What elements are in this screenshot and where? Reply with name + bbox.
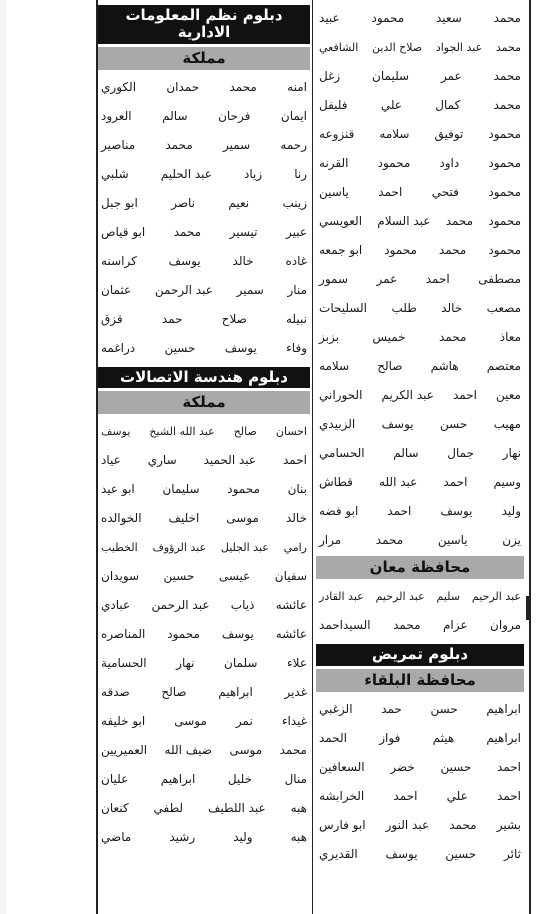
name-part: سليم xyxy=(436,590,461,604)
name-row xyxy=(316,468,524,497)
name-part: محمد xyxy=(449,817,477,832)
name-list xyxy=(98,73,310,363)
name-part: سليمان xyxy=(372,69,410,83)
right-column xyxy=(316,4,524,869)
name-list xyxy=(98,417,310,852)
name-part: السعافين xyxy=(319,759,365,774)
name-part: الخطيب xyxy=(101,541,138,555)
section-header: دبلوم هندسة الاتصالات xyxy=(98,367,310,388)
name-part: فرحان xyxy=(218,108,251,123)
name-part: سويدان xyxy=(101,569,140,584)
name-part: العويسي xyxy=(319,214,363,228)
name-row xyxy=(98,305,310,334)
name-part: ياسين xyxy=(319,185,349,199)
name-part: دراغمه xyxy=(101,340,136,355)
name-part: ابو جمعه xyxy=(319,243,363,257)
name-part: الكوري xyxy=(101,79,137,94)
name-part: توفيق xyxy=(434,127,464,141)
name-part: محمد xyxy=(279,743,307,758)
name-part: صالح xyxy=(161,685,187,700)
name-part: رامي xyxy=(283,541,307,555)
name-part: الزبيدي xyxy=(319,417,356,431)
name-row xyxy=(98,334,310,363)
name-part: عبد السلام xyxy=(377,214,431,228)
name-row xyxy=(98,446,310,475)
name-part: احمد xyxy=(387,504,412,518)
name-part: عزام xyxy=(442,618,468,633)
name-part: بنان xyxy=(287,482,307,497)
name-row xyxy=(98,707,310,736)
name-part: نعيم xyxy=(228,195,250,210)
name-list xyxy=(316,4,524,555)
name-part: جمال xyxy=(447,446,474,460)
name-part: قطاش xyxy=(319,475,353,489)
name-part: احمد xyxy=(497,788,521,803)
name-row xyxy=(98,475,310,504)
name-part: غيداء xyxy=(281,714,307,729)
name-row xyxy=(98,533,310,562)
name-part: ساري xyxy=(147,453,177,468)
name-part: خميس xyxy=(372,330,406,344)
name-part: وفاء xyxy=(286,340,307,355)
name-row xyxy=(316,294,524,323)
name-row xyxy=(98,823,310,852)
name-part: علي xyxy=(380,98,402,112)
name-part: سلامه xyxy=(379,127,410,141)
name-part: غاده xyxy=(285,253,307,268)
name-part: يوسف xyxy=(101,425,131,439)
name-part: كنعان xyxy=(101,801,129,816)
name-part: ابراهيم xyxy=(486,701,521,716)
name-row xyxy=(316,724,524,753)
name-part: محمد xyxy=(229,79,257,94)
column-divider-right xyxy=(529,0,531,914)
section-header: دبلوم نظم المعلومات الادارية xyxy=(98,5,310,44)
name-part: خضر xyxy=(390,759,415,774)
name-part: محمد xyxy=(375,533,404,547)
name-part: عائشه xyxy=(275,598,307,613)
name-part: ضيف الله xyxy=(164,743,212,758)
name-part: حسين xyxy=(163,569,195,584)
name-part: محمود xyxy=(488,243,521,257)
name-part: عبد الرحيم xyxy=(471,590,521,604)
region-header: محافظة البلقاء xyxy=(316,669,524,692)
name-part: رشيد xyxy=(169,830,196,845)
edge-mark xyxy=(526,596,530,620)
name-row xyxy=(316,526,524,555)
name-row xyxy=(98,131,310,160)
name-part: تيسير xyxy=(229,224,258,239)
name-part: هاشم xyxy=(430,359,459,373)
name-row xyxy=(316,410,524,439)
name-part: مرار xyxy=(319,533,342,547)
name-part: عبد الحليم xyxy=(160,166,212,181)
name-row xyxy=(316,236,524,265)
name-part: الحمد xyxy=(319,730,347,745)
name-part: محمد xyxy=(493,98,521,112)
name-part: صالح xyxy=(233,425,257,439)
name-part: عمر xyxy=(376,272,398,286)
name-part: احمد xyxy=(393,788,418,803)
section-header: دبلوم تمريض xyxy=(316,644,524,665)
name-part: محمود xyxy=(488,214,521,228)
name-part: محمد xyxy=(438,243,467,257)
name-part: صدقه xyxy=(101,685,130,700)
name-part: سمور xyxy=(319,272,349,286)
name-part: معاذ xyxy=(499,330,521,344)
name-part: محمد xyxy=(393,618,421,633)
name-part: سلمان xyxy=(224,656,258,671)
name-row xyxy=(316,753,524,782)
name-part: الخوالده xyxy=(101,511,142,526)
name-part: القرنه xyxy=(319,156,349,170)
name-part: احمد xyxy=(283,453,307,468)
name-part: عائشه xyxy=(275,627,307,642)
name-row xyxy=(98,649,310,678)
name-part: احمد xyxy=(497,759,521,774)
name-part: محمد xyxy=(165,137,193,152)
name-row xyxy=(316,33,524,62)
name-part: رحمه xyxy=(280,137,307,152)
name-part: الحسامية xyxy=(101,656,147,671)
name-row xyxy=(316,265,524,294)
name-row xyxy=(316,782,524,811)
name-part: شلبي xyxy=(101,166,129,181)
name-part: ابراهيم xyxy=(218,685,253,700)
name-part: سالم xyxy=(162,108,188,123)
name-part: زياد xyxy=(244,166,263,181)
name-part: يوسف xyxy=(168,253,201,268)
name-part: احمد xyxy=(425,272,450,286)
name-part: علاء xyxy=(287,656,307,671)
name-part: عبادي xyxy=(101,598,131,613)
name-part: وليد xyxy=(501,504,521,518)
name-part: يوسف xyxy=(221,627,254,642)
page-edge xyxy=(0,0,6,914)
name-part: منال xyxy=(284,772,307,787)
name-part: مناصير xyxy=(101,137,136,152)
name-part: حسين xyxy=(445,846,477,861)
name-part: عبد الرحيم xyxy=(375,590,425,604)
name-part: ياسين xyxy=(437,533,468,547)
name-part: نبيله xyxy=(286,311,307,326)
name-part: الحسامي xyxy=(319,446,365,460)
name-part: مصطفى xyxy=(478,272,521,286)
name-row xyxy=(98,678,310,707)
name-part: سلامه xyxy=(319,359,350,373)
name-part: محمد xyxy=(173,224,202,239)
name-row xyxy=(98,591,310,620)
name-part: يوسف xyxy=(440,504,473,518)
name-part: عياد xyxy=(101,453,121,468)
name-part: عبد اللطيف xyxy=(207,801,266,816)
name-part: منار xyxy=(287,282,307,297)
name-part: السليحات xyxy=(319,301,368,315)
name-part: عمر xyxy=(440,69,462,83)
name-part: خالد xyxy=(441,301,463,315)
name-part: احمد xyxy=(443,475,468,489)
name-part: سفيان xyxy=(274,569,307,584)
name-part: هبه xyxy=(290,830,307,845)
name-list xyxy=(316,582,524,640)
name-row xyxy=(98,189,310,218)
name-part: خالد xyxy=(232,253,254,268)
name-row xyxy=(316,207,524,236)
name-part: الحوراني xyxy=(319,388,363,402)
name-part: محمود xyxy=(488,185,521,199)
name-part: المناصره xyxy=(101,627,146,642)
name-row xyxy=(316,695,524,724)
name-row xyxy=(316,62,524,91)
name-part: موسى xyxy=(174,714,207,729)
name-part: فواز xyxy=(379,730,401,745)
name-row xyxy=(98,736,310,765)
region-header: مملكة xyxy=(98,47,310,70)
name-part: رنا xyxy=(294,166,307,181)
name-row xyxy=(316,381,524,410)
name-part: ابراهيم xyxy=(486,730,521,745)
name-part: عبيد xyxy=(319,11,340,25)
name-row xyxy=(98,504,310,533)
name-part: زغل xyxy=(319,69,341,83)
name-part: صالح xyxy=(377,359,403,373)
name-row xyxy=(316,352,524,381)
name-part: حمد xyxy=(381,701,402,716)
name-part: فليفل xyxy=(319,98,348,112)
region-header: محافظة معان xyxy=(316,556,524,579)
name-part: محمود xyxy=(167,627,200,642)
name-row xyxy=(316,497,524,526)
name-part: عبد الله xyxy=(379,475,418,489)
name-part: حسن xyxy=(430,701,458,716)
name-part: فتحي xyxy=(431,185,459,199)
name-part: حمد xyxy=(161,311,183,326)
name-part: ناصر xyxy=(171,195,196,210)
name-part: هيثم xyxy=(432,730,455,745)
region-header: مملكة xyxy=(98,391,310,414)
name-row xyxy=(98,620,310,649)
name-part: محمود xyxy=(488,127,521,141)
name-part: وليد xyxy=(233,830,253,845)
left-column xyxy=(98,4,310,852)
name-part: ابو فضه xyxy=(319,504,359,518)
column-divider-middle xyxy=(312,0,313,914)
name-row xyxy=(98,276,310,305)
name-part: محمود xyxy=(384,243,417,257)
name-part: السيداحمد xyxy=(319,618,371,633)
name-part: عبد الكريم xyxy=(381,388,434,402)
name-row xyxy=(98,765,310,794)
name-part: عبد الحميد xyxy=(203,453,257,468)
name-part: بشير xyxy=(496,817,521,832)
name-row xyxy=(316,611,524,640)
name-part: عبد القادر xyxy=(319,590,364,604)
name-row xyxy=(316,149,524,178)
name-part: احمد xyxy=(452,388,477,402)
name-part: كراسنه xyxy=(101,253,137,268)
name-part: مهيب xyxy=(493,417,521,431)
name-part: ابو خليفه xyxy=(101,714,146,729)
name-row xyxy=(316,4,524,33)
name-part: عثمان xyxy=(101,282,132,297)
name-part: غدير xyxy=(284,685,307,700)
name-part: عبد الله الشيخ xyxy=(149,425,215,439)
name-part: عليان xyxy=(101,772,129,787)
name-part: حسن xyxy=(440,417,468,431)
name-row xyxy=(316,840,524,869)
name-part: ثائر xyxy=(504,846,521,861)
name-row xyxy=(316,91,524,120)
name-row xyxy=(98,73,310,102)
name-part: موسى xyxy=(229,743,263,758)
name-part: امنه xyxy=(287,79,307,94)
name-part: مصعب xyxy=(486,301,521,315)
name-part: محمود xyxy=(371,11,405,25)
name-part: عبير xyxy=(285,224,307,239)
name-part: حمدان xyxy=(166,79,200,94)
name-part: صلاح xyxy=(221,311,247,326)
name-row xyxy=(316,120,524,149)
name-part: خليل xyxy=(227,772,253,787)
name-part: خالد xyxy=(285,511,307,526)
name-part: عبد النور xyxy=(385,817,430,832)
name-part: يوسف xyxy=(381,417,414,431)
name-part: عيسى xyxy=(218,569,251,584)
name-part: مروان xyxy=(490,618,521,633)
name-part: محمد xyxy=(495,41,521,54)
name-part: ابو قياص xyxy=(101,224,146,239)
name-row xyxy=(316,178,524,207)
name-part: داود xyxy=(439,156,460,170)
name-part: الزغبي xyxy=(319,701,353,716)
name-part: علي xyxy=(446,788,468,803)
name-part: ابو جبل xyxy=(101,195,138,210)
name-part: ذياب xyxy=(230,598,255,613)
name-part: هبه xyxy=(290,801,307,816)
name-part: عبد الرحمن xyxy=(154,282,213,297)
name-row xyxy=(316,439,524,468)
name-row xyxy=(98,247,310,276)
name-part: معين xyxy=(496,388,521,402)
name-part: محمد xyxy=(493,69,521,83)
name-row xyxy=(316,811,524,840)
name-part: حسين xyxy=(440,759,472,774)
name-part: قزق xyxy=(101,311,123,326)
name-part: نهار xyxy=(176,656,195,671)
name-part: طلب xyxy=(391,301,417,315)
name-part: محمد xyxy=(438,330,467,344)
name-part: محمد xyxy=(493,11,521,25)
name-part: بزبز xyxy=(319,330,339,344)
name-row xyxy=(98,562,310,591)
name-part: محمود xyxy=(488,156,521,170)
name-part: اخليف xyxy=(168,511,200,526)
name-part: وسيم xyxy=(493,475,521,489)
name-part: ماضي xyxy=(101,830,132,845)
name-row xyxy=(98,794,310,823)
name-part: القديري xyxy=(319,846,358,861)
name-part: سمير xyxy=(236,282,264,297)
name-part: نهار xyxy=(502,446,521,460)
name-part: قنزوعه xyxy=(319,127,355,141)
name-row xyxy=(98,218,310,247)
name-part: احسان xyxy=(275,425,307,439)
name-part: ابو عيد xyxy=(101,482,135,497)
name-part: حسين xyxy=(164,340,196,355)
name-part: سمير xyxy=(222,137,251,152)
name-part: كمال xyxy=(435,98,461,112)
name-part: يزن xyxy=(502,533,521,547)
name-part: ايمان xyxy=(280,108,307,123)
name-list xyxy=(316,695,524,869)
name-part: محمد xyxy=(445,214,474,228)
name-part: العميريين xyxy=(101,743,148,758)
name-row xyxy=(98,417,310,446)
name-part: صلاح الدين xyxy=(372,41,423,54)
name-part: موسى xyxy=(226,511,259,526)
name-part: عبد الجليل xyxy=(220,541,269,555)
name-part: عبد الرحمن xyxy=(151,598,210,613)
name-part: ابراهيم xyxy=(160,772,196,787)
name-part: الشافعي xyxy=(319,41,359,54)
name-part: يوسف xyxy=(224,340,257,355)
name-part: العرود xyxy=(101,108,132,123)
name-part: زينب xyxy=(282,195,307,210)
name-part: سالم xyxy=(393,446,419,460)
name-part: عبد الجواد xyxy=(435,41,483,54)
name-row xyxy=(316,582,524,611)
name-part: عبد الرؤوف xyxy=(152,541,207,555)
name-part: معتصم xyxy=(486,359,521,373)
name-part: احمد xyxy=(378,185,403,199)
name-part: يوسف xyxy=(385,846,418,861)
name-row xyxy=(98,160,310,189)
name-part: سليمان xyxy=(162,482,200,497)
name-part: نمر xyxy=(235,714,253,729)
name-row xyxy=(316,323,524,352)
name-part: الخرابشه xyxy=(319,788,365,803)
name-part: لطفي xyxy=(153,801,184,816)
name-part: ابو فارس xyxy=(319,817,366,832)
name-part: محمود xyxy=(227,482,260,497)
name-row xyxy=(98,102,310,131)
name-part: سعيد xyxy=(436,11,462,25)
name-part: محمود xyxy=(377,156,411,170)
